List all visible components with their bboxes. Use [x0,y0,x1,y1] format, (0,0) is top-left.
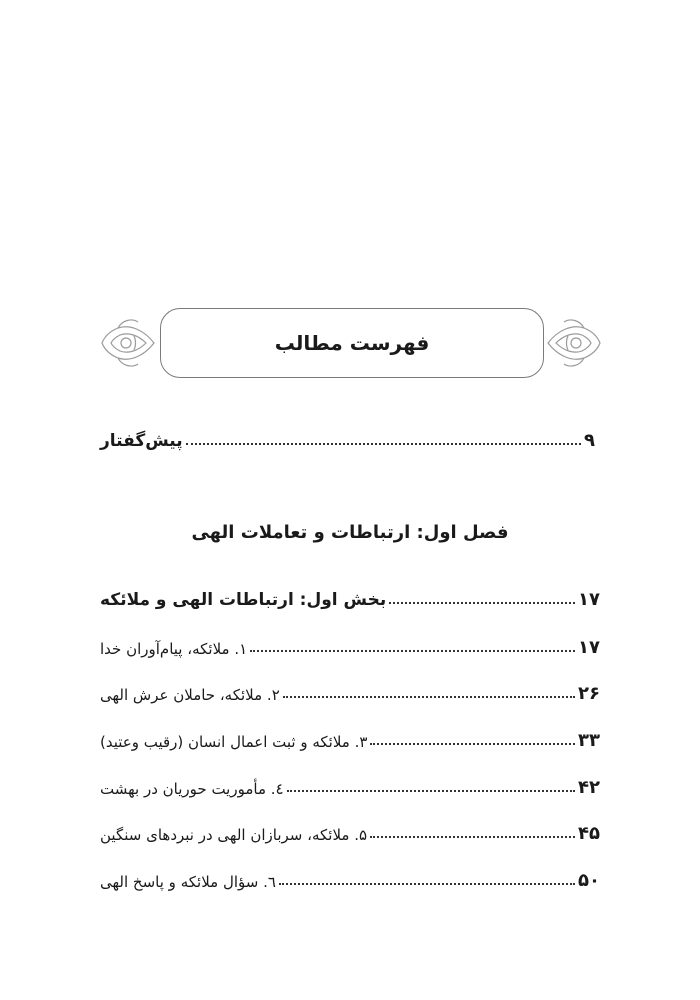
toc-entry[interactable] [100,630,600,658]
toc-page-number: ۴۲ [578,777,600,798]
dot-leader [250,650,575,652]
toc-page-number: ۱۷ [578,589,600,610]
toc-entry[interactable] [100,676,600,704]
toc-entry-label: ۳. ملائکه و ثبت اعمال انسان (رقیب وعتید) [100,733,368,751]
toc-title-frame [160,308,544,378]
left-ornament-icon [100,316,156,370]
dot-leader [287,790,575,792]
toc-entry-label: ۲. ملائکه، حاملان عرش الهی [100,686,280,704]
page-title: فهرست مطالب [274,331,430,355]
dot-leader [370,836,575,838]
dot-leader [279,883,575,885]
toc-entry-label: پیش‌گفتار [100,431,183,451]
toc-entry[interactable] [100,770,600,798]
toc-entry[interactable] [100,863,600,891]
toc-entry[interactable] [100,723,600,751]
toc-entry-section[interactable] [100,582,600,610]
dot-leader [186,443,581,445]
toc-page-number: ۵۰ [578,870,600,891]
toc-entry-label: ۵. ملائکه، سربازان الهی در نبردهای سنگین [100,826,368,844]
toc-page-number: ۲۶ [578,683,600,704]
right-ornament-icon [546,316,602,370]
toc-entry-label: ۱. ملائکه، پیام‌آوران خدا [100,640,248,658]
dot-leader [283,696,575,698]
toc-entry[interactable] [100,816,600,844]
dot-leader [389,602,575,604]
chapter-heading: فصل اول: ارتباطات و تعاملات الهی [191,522,509,543]
toc-entry-label: بخش اول: ارتباطات الهی و ملائکه [100,590,387,610]
toc-page-number: ۱۷ [578,637,600,658]
toc-page-number: ۳۳ [578,730,600,751]
toc-entry-label: ٦. سؤال ملائکه و پاسخ الهی [100,873,276,891]
toc-entry-label: ٤. مأموریت حوریان در بهشت [100,780,284,798]
toc-page-number: ۴۵ [578,823,600,844]
dot-leader [370,743,575,745]
toc-page-number: ۹ [584,430,595,451]
toc-entry-preface[interactable] [100,423,600,451]
